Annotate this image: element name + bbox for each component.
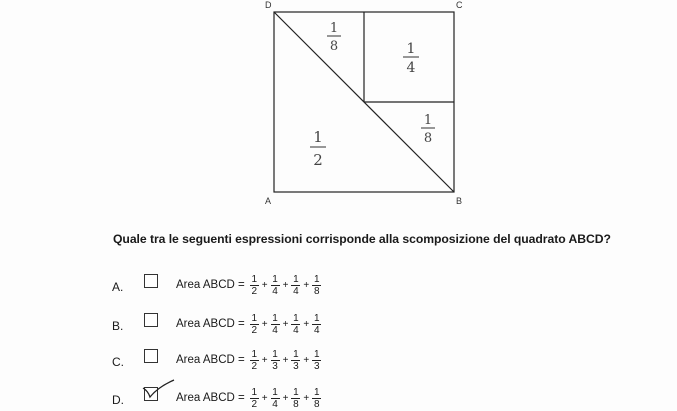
option-letter: D.	[112, 393, 124, 407]
plus-sign: +	[303, 354, 310, 366]
fraction	[250, 274, 259, 297]
plus-sign: +	[282, 354, 289, 366]
fraction-numerator: 1	[313, 312, 320, 324]
option-letter: C.	[112, 355, 124, 369]
svg-text:2: 2	[313, 151, 323, 169]
area-expression	[176, 272, 322, 298]
vertex-label-b: B	[456, 196, 463, 206]
svg-text:1: 1	[329, 21, 339, 36]
fraction	[312, 313, 321, 336]
svg-text:4: 4	[406, 60, 416, 76]
fraction	[271, 274, 280, 297]
fraction-denominator: 2	[251, 360, 257, 372]
fraction	[271, 349, 280, 372]
option-a	[0, 272, 677, 298]
area-expression	[176, 347, 322, 373]
fraction-denominator: 2	[251, 398, 257, 410]
svg-text:1: 1	[406, 41, 416, 57]
fraction	[291, 274, 300, 297]
fraction	[250, 387, 259, 410]
question-text: Quale tra le seguenti espressioni corrisponde alla scomposizione del quadrato ABCD?	[113, 232, 611, 246]
region-label-large-triangle	[310, 128, 326, 169]
fraction-denominator: 4	[272, 324, 278, 336]
fraction-denominator: 3	[272, 360, 278, 372]
region-label-right-triangle	[421, 113, 435, 146]
plus-sign: +	[261, 354, 268, 366]
option-b	[0, 311, 677, 337]
option-letter: A.	[112, 280, 124, 294]
fraction-numerator: 1	[293, 312, 299, 324]
fraction-denominator: 2	[251, 324, 257, 336]
fraction-denominator: 4	[313, 324, 320, 336]
fraction	[271, 313, 280, 336]
fraction-numerator: 1	[313, 273, 320, 285]
fraction-denominator: 2	[251, 285, 257, 297]
area-expression	[176, 311, 322, 337]
fraction-denominator: 4	[293, 285, 299, 297]
expression-lhs: Area ABCD =	[176, 279, 245, 291]
vertex-label-a: A	[265, 196, 272, 206]
region-label-top-triangle	[327, 21, 341, 54]
answer-checkbox[interactable]	[144, 274, 158, 288]
plus-sign: +	[261, 392, 268, 404]
fraction-denominator: 4	[272, 398, 278, 410]
fraction-numerator: 1	[251, 312, 257, 324]
option-c	[0, 347, 677, 373]
fraction	[250, 313, 259, 336]
fraction-numerator: 1	[251, 386, 257, 398]
svg-text:1: 1	[423, 113, 433, 128]
plus-sign: +	[282, 392, 289, 404]
fraction-denominator: 4	[272, 285, 278, 297]
svg-text:8: 8	[423, 131, 433, 146]
fraction-denominator: 8	[313, 398, 320, 410]
fraction-numerator: 1	[293, 386, 299, 398]
fraction-denominator: 3	[293, 360, 299, 372]
option-d	[0, 385, 677, 411]
plus-sign: +	[261, 318, 268, 330]
fraction-numerator: 1	[251, 273, 257, 285]
expression-lhs: Area ABCD =	[176, 392, 245, 404]
expression-lhs: Area ABCD =	[176, 318, 245, 330]
fraction-denominator: 8	[293, 398, 299, 410]
plus-sign: +	[282, 279, 289, 291]
plus-sign: +	[303, 392, 310, 404]
fraction	[291, 387, 300, 410]
fraction-numerator: 1	[272, 348, 278, 360]
option-letter: B.	[112, 319, 124, 333]
area-expression	[176, 385, 322, 411]
answer-checkbox[interactable]	[144, 313, 158, 327]
region-label-small-square	[403, 41, 419, 76]
fraction	[312, 274, 321, 297]
fraction-numerator: 1	[272, 312, 278, 324]
fraction	[291, 349, 300, 372]
fraction-numerator: 1	[272, 273, 278, 285]
svg-text:8: 8	[329, 39, 339, 54]
plus-sign: +	[261, 279, 268, 291]
fraction	[312, 387, 321, 410]
vertex-label-c: C	[456, 0, 463, 10]
fraction-denominator: 8	[313, 285, 320, 297]
fraction-numerator: 1	[313, 386, 320, 398]
answer-checkbox[interactable]	[144, 349, 158, 363]
fraction	[312, 349, 321, 372]
fraction-denominator: 4	[293, 324, 299, 336]
fraction-numerator: 1	[313, 348, 320, 360]
fraction-numerator: 1	[251, 348, 257, 360]
expression-lhs: Area ABCD =	[176, 354, 245, 366]
vertex-label-d: D	[265, 0, 272, 10]
plus-sign: +	[282, 318, 289, 330]
svg-text:1: 1	[313, 128, 323, 146]
fraction	[291, 313, 300, 336]
fraction-denominator: 3	[313, 360, 320, 372]
fraction-numerator: 1	[272, 386, 278, 398]
fraction	[271, 387, 280, 410]
plus-sign: +	[303, 279, 310, 291]
fraction-numerator: 1	[293, 273, 299, 285]
plus-sign: +	[303, 318, 310, 330]
fraction	[250, 349, 259, 372]
fraction-numerator: 1	[293, 348, 299, 360]
checkmark-icon	[140, 379, 180, 403]
